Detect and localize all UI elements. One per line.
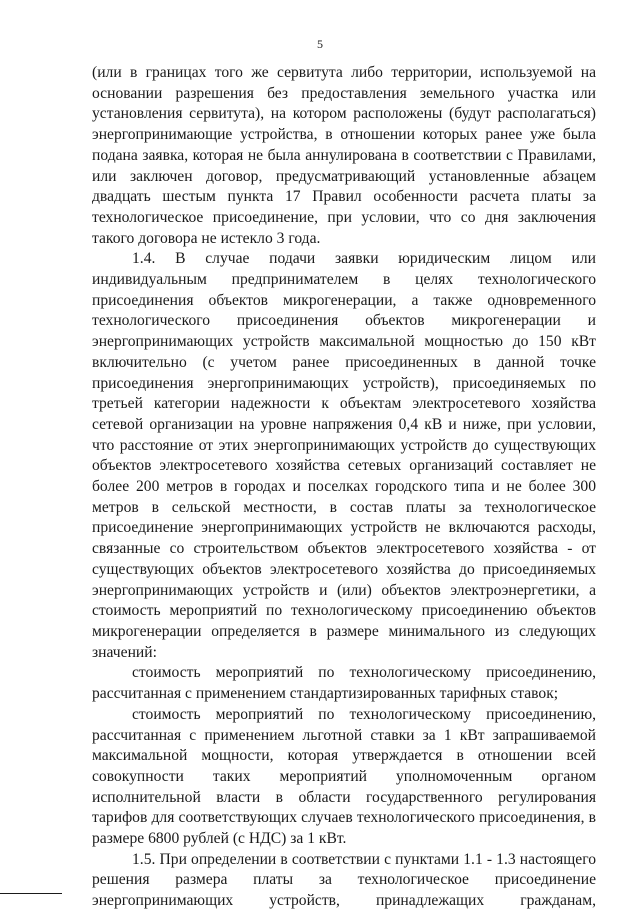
- paragraph-value-option-2: стоимость мероприятий по технологическому присоединению, рассчитанная с применением льготной ставки за 1 кВт запрашиваемой максимальной мощности, которая утверждается в отношении всей совокупности таких мероприятий уполномоченным органом исполнительной власти в области государственного регулирования тарифов для соответствующих случаев технологического присоединения, в размере 6800 рублей (с НДС) за 1 кВт.: [92, 705, 596, 848]
- paragraph-1-5: 1.5. При определении в соответствии с пунктами 1.1 - 1.3 настоящего решения размера платы за технологическое присоединение энергопринимающих устройств, принадлежащих гражданам,: [92, 850, 596, 910]
- paragraph-value-option-1: стоимость мероприятий по технологическому присоединению, рассчитанная с применением стандартизированных тарифных ставок;: [92, 664, 596, 703]
- page-number: 5: [317, 37, 323, 51]
- paragraph-1-4: 1.4. В случае подачи заявки юридическим лицом или индивидуальным предпринимателем в целях технологического присоединения объектов микрогенерации, а также одновременного технологического присоединения объектов микрогенерации и энергопринимающих устройств максимальной мощностью до 150 кВт включительно (с учетом ранее присоединенных в данной точке присоединения энергопринимающих устройств), присоединяемых по третьей категории надежности к объектам электросетевого хозяйства сетевой организации на уровне напряжения 0,4 кВ и ниже, при условии, что расстояние от этих энергопринимающих устройств до существующих объектов электросетевого хозяйства сетевых организаций составляет не более 200 метров в городах и поселках городского типа и не более 300 метров в сельской местности, в состав платы за технологическое присоединение энергопринимающих устройств не включаются расходы, связанные со строительством объектов электросетевого хозяйства - от существующих объектов электросетевого хозяйства до присоединяемых энергопринимающих устройств и (или) объектов электроэнергетики, а стоимость мероприятий по технологическому присоединению объектов микрогенерации определяется в размере минимального из следующих значений:: [92, 250, 596, 661]
- footer-rule: [0, 893, 62, 894]
- paragraph-continuation: (или в границах того же сервитута либо территории, используемой на основании разрешения без предоставления земельного участка или установления сервитута), на котором расположены (будут располагаться) энергопринимающие устройства, в отношении которых ранее уже была подана заявка, которая не была аннулирована в соответствии с Правилами, или заключен договор, предусматривающий установленные абзацем двадцать шестым пункта 17 Правил особенности расчета платы за технологическое присоединение, при условии, что со дня заключения такого договора не истекло 3 года.: [92, 64, 596, 247]
- document-body: [92, 63, 596, 912]
